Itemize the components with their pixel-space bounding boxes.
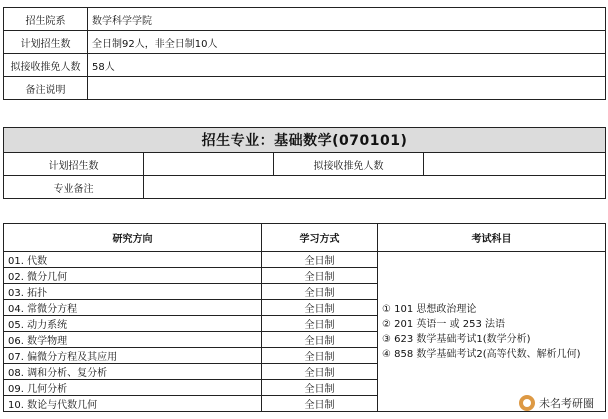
watermark <box>519 395 594 411</box>
exam-subject: ③ 623 数学基础考试1(数学分析) <box>382 333 531 345</box>
study-mode: 全日制 <box>262 284 378 300</box>
direction-name: 03. 拓扑 <box>4 284 262 300</box>
table-row <box>4 176 606 199</box>
direction-name: 06. 数学物理 <box>4 332 262 348</box>
direction-name: 10. 数论与代数几何 <box>4 396 262 412</box>
direction-name: 07. 偏微分方程及其应用 <box>4 348 262 364</box>
direction-name: 08. 调和分析、复分析 <box>4 364 262 380</box>
watermark-text: 未名考研圈 <box>539 397 594 410</box>
direction-name: 02. 微分几何 <box>4 268 262 284</box>
major-plan-value <box>144 153 274 176</box>
recommend-count-label: 拟接收推免人数 <box>4 54 88 77</box>
institute-info-table <box>3 7 606 100</box>
directions-table <box>3 223 606 412</box>
institute-label: 招生院系 <box>4 8 88 31</box>
table-row <box>4 54 606 77</box>
study-mode: 全日制 <box>262 316 378 332</box>
table-row <box>4 252 606 268</box>
plan-count-label: 计划招生数 <box>4 31 88 54</box>
study-mode: 全日制 <box>262 380 378 396</box>
table-row <box>4 153 606 176</box>
major-note-value <box>144 176 606 199</box>
direction-name: 04. 常微分方程 <box>4 300 262 316</box>
institute-value: 数学科学学院 <box>88 8 606 31</box>
plan-count-value: 全日制92人，非全日制10人 <box>88 31 606 54</box>
header-subjects: 考试科目 <box>378 224 606 252</box>
study-mode: 全日制 <box>262 396 378 412</box>
table-row <box>4 8 606 31</box>
study-mode: 全日制 <box>262 300 378 316</box>
direction-name: 05. 动力系统 <box>4 316 262 332</box>
study-mode: 全日制 <box>262 364 378 380</box>
major-note-label: 专业备注 <box>4 176 144 199</box>
remarks-value <box>88 77 606 100</box>
header-direction: 研究方向 <box>4 224 262 252</box>
exam-subjects-cell <box>378 252 606 412</box>
header-mode: 学习方式 <box>262 224 378 252</box>
direction-name: 01. 代数 <box>4 252 262 268</box>
wechat-logo-icon <box>519 395 535 411</box>
remarks-label: 备注说明 <box>4 77 88 100</box>
recommend-count-value: 58人 <box>88 54 606 77</box>
major-title: 招生专业：基础数学(070101) <box>4 128 606 153</box>
major-plan-label: 计划招生数 <box>4 153 144 176</box>
study-mode: 全日制 <box>262 332 378 348</box>
study-mode: 全日制 <box>262 252 378 268</box>
table-row <box>4 31 606 54</box>
major-recommend-value <box>424 153 606 176</box>
exam-subject: ② 201 英语一 或 253 法语 <box>382 318 506 330</box>
direction-name: 09. 几何分析 <box>4 380 262 396</box>
table-row <box>4 77 606 100</box>
major-recommend-label: 拟接收推免人数 <box>274 153 424 176</box>
exam-subject: ① 101 思想政治理论 <box>382 303 477 315</box>
major-table <box>3 127 606 199</box>
study-mode: 全日制 <box>262 268 378 284</box>
exam-subject: ④ 858 数学基础考试2(高等代数、解析几何) <box>382 348 581 360</box>
study-mode: 全日制 <box>262 348 378 364</box>
